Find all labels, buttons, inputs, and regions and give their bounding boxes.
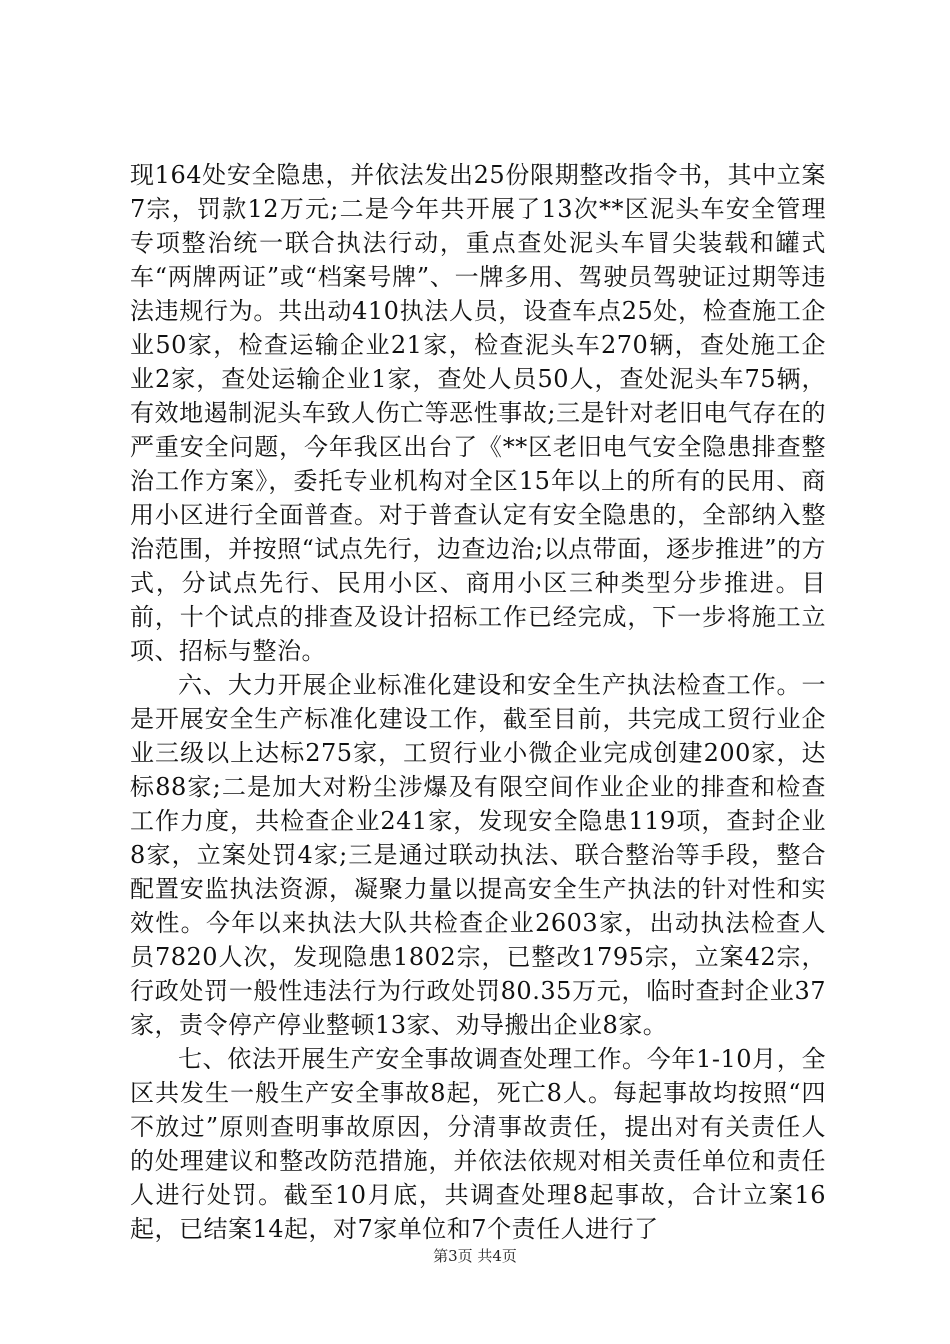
paragraph-continuation: 现164处安全隐患，并依法发出25份限期整改指令书，其中立案7宗，罚款12万元;二是今年共开展了13次**区泥头车安全管理专项整治统一联合执法行动，重点查处泥头车冒尖装载和罐式车“两牌两证”或“档案号牌”、一牌多用、驾驶员驾驶证过期等违法违规行为。共出动410执法人员，设查车点25处，检查施工企业50家，检查运输企业21家，检查泥头车270辆，查处施工企业2家，查处运输企业1家，查处人员50人，查处泥头车75辆，有效地遏制泥头车致人伤亡等恶性事故;三是针对老旧电气存在的严重安全问题，今年我区出台了《**区老旧电气安全隐患排查整治工作方案》，委托专业机构对全区15年以上的所有的民用、商用小区进行全面普查。对于普查认定有安全隐患的，全部纳入整治范围，并按照“试点先行，边查边治;以点带面，逐步推进”的方式，分试点先行、民用小区、商用小区三种类型分步推进。目前，十个试点的排查及设计招标工作已经完成，下一步将施工立项、招标与整治。 bbox=[130, 161, 826, 665]
paragraph-section-seven: 七、依法开展生产安全事故调查处理工作。今年1-10月，全区共发生一般生产安全事故8起，死亡8人。每起事故均按照“四不放过”原则查明事故原因，分清事故责任，提出对有关责任人的处理建议和整改防范措施，并依法依规对相关责任单位和责任人进行处罚。截至10月底，共调查处理8起事故，合计立案16起，已结案14起，对7家单位和7个责任人进行了 bbox=[130, 1045, 826, 1243]
page-number-label: 第3页 共4页 bbox=[433, 1247, 517, 1265]
page-footer bbox=[0, 1245, 950, 1266]
document-body bbox=[130, 158, 826, 1246]
paragraph-section-six: 六、大力开展企业标准化建设和安全生产执法检查工作。一是开展安全生产标准化建设工作，截至目前，共完成工贸行业企业三级以上达标275家，工贸行业小微企业完成创建200家，达标88家;二是加大对粉尘涉爆及有限空间作业企业的排查和检查工作力度，共检查企业241家，发现安全隐患119项，查封企业8家，立案处罚4家;三是通过联动执法、联合整治等手段，整合配置安监执法资源，凝聚力量以提高安全生产执法的针对性和实效性。今年以来执法大队共检查企业2603家，出动执法检查人员7820人次，发现隐患1802宗，已整改1795宗，立案42宗，行政处罚一般性违法行为行政处罚80.35万元，临时查封企业37家，责令停产停业整顿13家、劝导搬出企业8家。 bbox=[130, 671, 826, 1039]
